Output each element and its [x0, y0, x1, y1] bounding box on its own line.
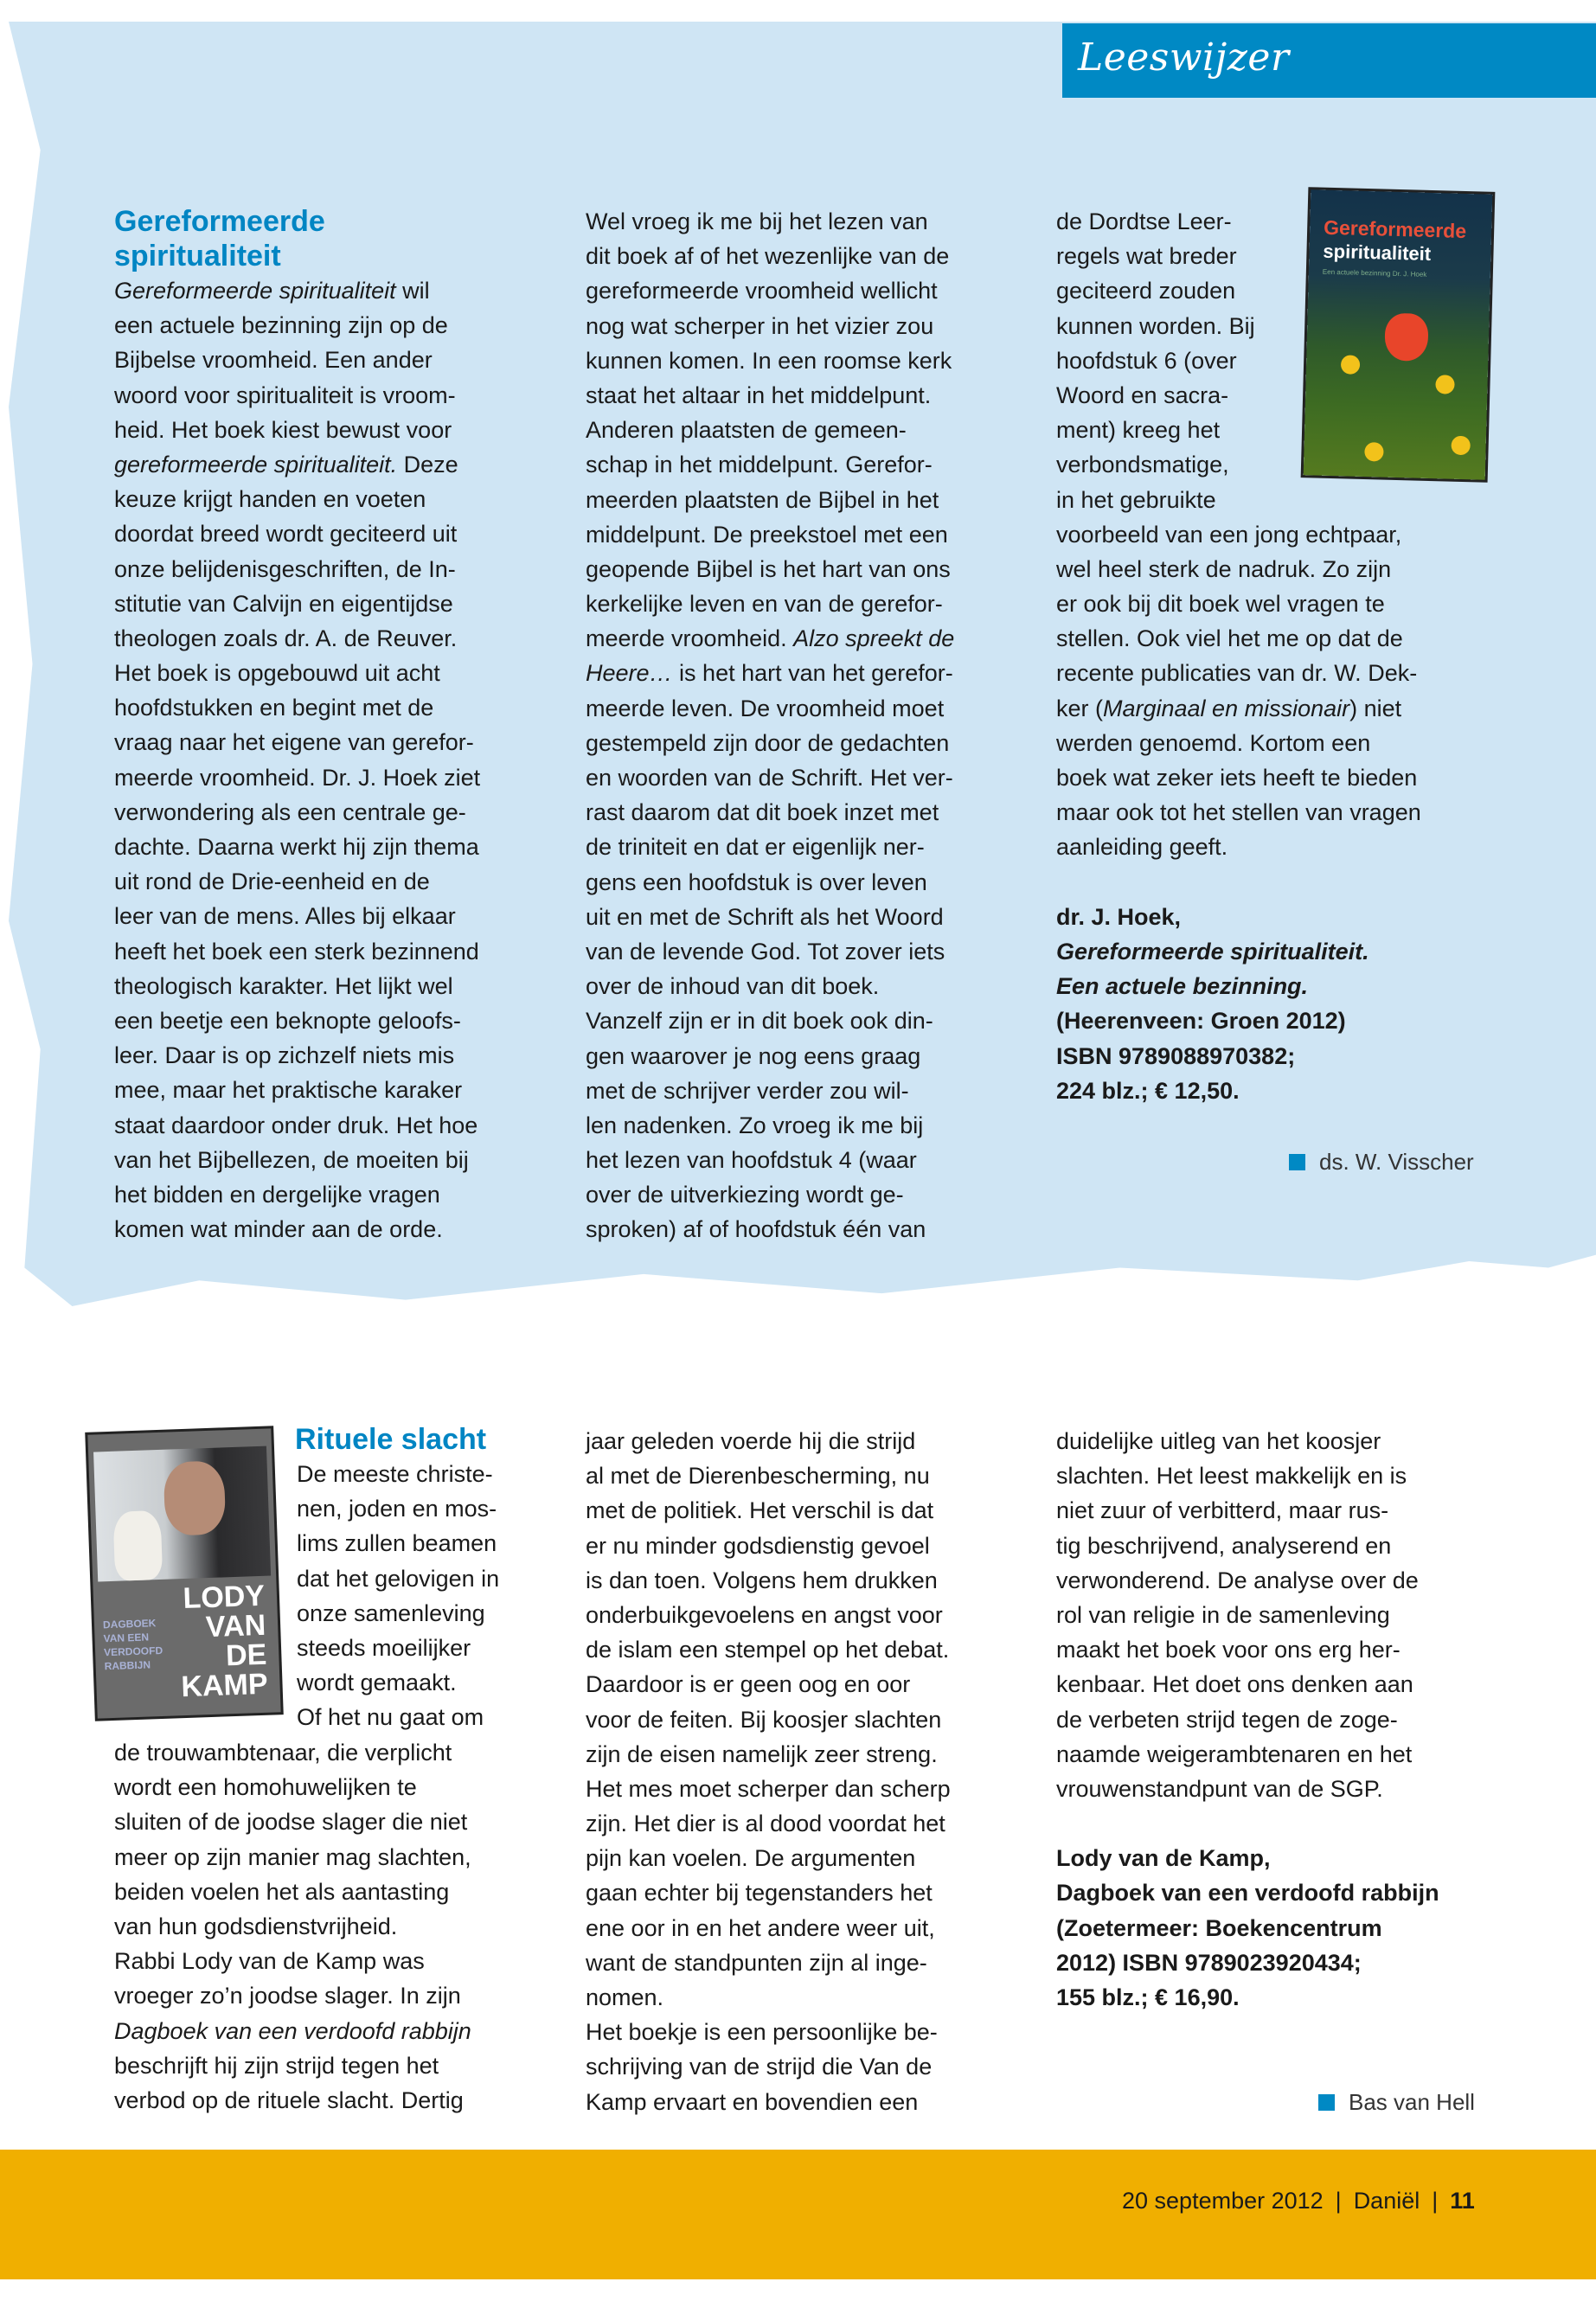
text-line: doordat breed wordt geciteerd uit [114, 521, 458, 548]
text-line: Het mes moet scherper dan scherp [586, 1775, 951, 1802]
text-segment: ) niet [1349, 695, 1402, 721]
text-segment: (Zoetermeer: Boekencentrum [1056, 1914, 1382, 1941]
text-line [1056, 1911, 1439, 1945]
review2-column-3 [1056, 1424, 1439, 2015]
separator: | [1432, 2188, 1439, 2214]
text-line: theologen zoals dr. A. de Reuver. [114, 625, 458, 651]
cover-author-name [177, 1581, 268, 1702]
text-segment: Alzo spreekt de [793, 625, 955, 652]
text-line: een actuele bezinning zijn op de [114, 312, 448, 339]
cover-subtitle: Een actuele bezinning Dr. J. Hoek [1322, 267, 1427, 279]
text-line: theologisch karakter. Het lijkt wel [114, 972, 453, 999]
text-line [1056, 1074, 1421, 1108]
text-line: gens een hoofdstuk is over leven [586, 868, 927, 895]
text-line: meerde leven. De vroomheid moet [586, 695, 945, 721]
text-segment: ISBN 9789088970382; [1056, 1042, 1296, 1069]
text-line: ene oor in en het andere weer uit, [586, 1914, 935, 1941]
text-segment: Lody van de Kamp, [1056, 1845, 1271, 1872]
text-line: leer van de mens. Alles bij elkaar [114, 903, 456, 930]
text-line: rast daarom dat dit boek inzet met [586, 799, 939, 826]
text-line: met de schrijver verder zou wil- [586, 1077, 909, 1104]
text-line: sluiten of de joodse slager die niet [114, 1809, 468, 1836]
text-line: Wel vroeg ik me bij het lezen van [586, 208, 928, 234]
cover-subtitle [103, 1616, 163, 1673]
text-line: want de standpunten zijn al inge- [586, 1949, 927, 1976]
text-line: verwonderend. De analyse over de [1056, 1567, 1419, 1593]
text-line: woord voor spiritualiteit is vroom- [114, 381, 456, 408]
magazine-name: Daniël [1353, 2188, 1420, 2214]
text-line [586, 621, 954, 656]
text-line: onze samenleving [297, 1599, 485, 1626]
text-line: de islam een stempel op het debat. [586, 1637, 950, 1663]
text-line: middelpunt. De preekstoel met een [586, 521, 948, 548]
text-line: niet zuur of verbitterd, maar rus- [1056, 1497, 1389, 1524]
text-line: geopende Bijbel is het hart van ons [586, 555, 951, 582]
text-line: sproken) af of hoofdstuk één van [586, 1216, 926, 1243]
text-line: de Dordtse Leer- [1056, 208, 1232, 234]
text-line: met de politiek. Het verschil is dat [586, 1497, 934, 1524]
text-line: Het boekje is een persoonlijke be- [586, 2019, 938, 2046]
text-line: beschrijft hij zijn strijd tegen het [114, 2052, 439, 2079]
review1-column-2 [586, 204, 954, 1247]
text-line: len nadenken. Zo vroeg ik me bij [586, 1112, 924, 1138]
review2-column-1 [114, 1735, 471, 2118]
text-line: staat het altaar in het middelpunt. [586, 381, 932, 408]
text-line: komen wat minder aan de orde. [114, 1216, 443, 1243]
text-line: gaan echter bij tegenstanders het [586, 1880, 933, 1907]
text-line: steeds moeilijker [297, 1634, 471, 1661]
text-line: heeft het boek een sterk bezinnend [114, 938, 479, 965]
text-line: kerkelijke leven en van de gerefor- [586, 591, 943, 618]
text-segment: Een actuele bezinning. [1056, 973, 1309, 1000]
review2-heading: Rituele slacht [295, 1423, 487, 1456]
issue-date: 20 september 2012 [1122, 2188, 1324, 2214]
text-line: boek wat zeker iets heeft te bieden [1056, 765, 1418, 791]
text-line: nomen. [586, 1984, 664, 2010]
text-segment: meerde vroomheid. [586, 625, 794, 652]
text-segment: Marginaal en missionair [1103, 695, 1350, 721]
text-line: jaar geleden voerde hij die strijd [586, 1428, 916, 1454]
text-line: wordt gemaakt. [297, 1670, 457, 1696]
cover-title: Gereformeerde [1323, 215, 1467, 243]
text-segment: (Heerenveen: Groen 2012) [1056, 1008, 1346, 1035]
cover-text: VAN [205, 1608, 266, 1644]
text-line: gestempeld zijn door de gedachten [586, 729, 950, 756]
text-line: regels wat breder [1056, 243, 1237, 270]
text-segment: Dagboek van een verdoofd rabbijn [114, 2017, 471, 2044]
text-line: slachten. Het leest makkelijk en is [1056, 1463, 1407, 1490]
text-line: stellen. Ook viel het me op dat de [1056, 625, 1403, 652]
text-segment: Dagboek van een verdoofd rabbijn [1056, 1880, 1439, 1907]
text-line: nen, joden en mos- [297, 1496, 497, 1522]
text-line [1056, 691, 1421, 726]
text-segment: dr. J. Hoek, [1056, 903, 1182, 930]
review2-heading-block [295, 1422, 486, 1457]
portrait-image [163, 1460, 227, 1535]
text-line [1056, 1945, 1439, 1980]
text-line: in het gebruikte [1056, 486, 1216, 513]
lamb-image [112, 1510, 163, 1581]
text-segment: 155 blz.; € 16,90. [1056, 1984, 1240, 2010]
text-line: uit rond de Drie-eenheid en de [114, 868, 430, 895]
text-line: maar ook tot het stellen van vragen [1056, 799, 1421, 826]
text-line: is dan toen. Volgens hem drukken [586, 1567, 938, 1593]
text-segment: 2012) ISBN 9789023920434; [1056, 1949, 1362, 1976]
text-line: gen waarover je nog eens graag [586, 1042, 921, 1069]
text-line: van de levende God. Tot zover iets [586, 938, 945, 965]
text-line: stitutie van Calvijn en eigentijdse [114, 590, 453, 617]
text-line: kenbaar. Het doet ons denken aan [1056, 1671, 1413, 1698]
text-line: onze belijdenisgeschriften, de In- [114, 555, 456, 582]
text-line [114, 2014, 471, 2048]
review2-author [1318, 2089, 1475, 2116]
text-line [1056, 900, 1421, 934]
text-line [1056, 865, 1421, 900]
review2-column-2 [586, 1424, 951, 2119]
text-segment: Gereformeerde spiritualiteit. [1056, 938, 1369, 965]
text-line: keuze krijgt handen en voeten [114, 486, 426, 513]
text-line: verwondering als een centrale ge- [114, 798, 466, 825]
text-line [1056, 1841, 1439, 1875]
text-line [114, 447, 480, 482]
text-line: een beetje een beknopte geloofs- [114, 1007, 461, 1034]
square-bullet-icon [1318, 2094, 1335, 2111]
text-line: meerde vroomheid. Dr. J. Hoek ziet [114, 764, 481, 791]
daffodil-image [1341, 355, 1361, 375]
text-line: voor de feiten. Bij koosjer slachten [586, 1706, 942, 1733]
section-header [1062, 23, 1596, 98]
cover-text: LODY [182, 1579, 266, 1616]
text-line: tig beschrijvend, analyserend en [1056, 1532, 1392, 1559]
text-line: de verbeten strijd tegen de zoge- [1056, 1706, 1398, 1733]
text-line: de triniteit en dat er eigenlijk ner- [586, 834, 925, 861]
square-bullet-icon [1289, 1154, 1305, 1170]
text-line: De meeste christe- [297, 1461, 493, 1487]
text-line [114, 273, 480, 308]
text-line: Vanzelf zijn er in dit boek ook din- [586, 1008, 933, 1035]
tulip-image [1384, 313, 1428, 362]
text-line: Het boek is opgebouwd uit acht [114, 660, 440, 687]
text-line: meerden plaatsten de Bijbel in het [586, 486, 939, 513]
text-line: maakt het boek voor ons erg her- [1056, 1637, 1401, 1663]
text-line: kunnen komen. In een roomse kerk [586, 347, 952, 374]
text-line: vrouwenstandpunt van de SGP. [1056, 1775, 1383, 1802]
cover-text: DE [225, 1638, 267, 1673]
text-line: pijn kan voelen. De argumenten [586, 1845, 916, 1872]
text-line: verbod op de rituele slacht. Dertig [114, 2086, 464, 2113]
text-line: Woord en sacra- [1056, 381, 1229, 408]
cover-text: VERDOOFD [103, 1644, 163, 1659]
text-line: dat het gelovigen in [297, 1565, 500, 1592]
text-line: de trouwambtenaar, die verplicht [114, 1740, 452, 1766]
text-line: er ook bij dit boek wel vragen te [1056, 591, 1385, 618]
text-line: wordt een homohuwelijken te [114, 1774, 417, 1801]
text-line: voorbeeld van een jong echtpaar, [1056, 521, 1402, 548]
text-line: van hun godsdienstvrijheid. [114, 1913, 398, 1939]
text-segment: ker ( [1056, 695, 1103, 721]
text-segment: Heere… [586, 660, 673, 687]
text-line [586, 656, 954, 690]
cover-photo [93, 1446, 271, 1582]
daffodil-image [1364, 442, 1384, 462]
text-line: zijn. Het dier is al dood voordat het [586, 1811, 945, 1837]
cover-text: KAMP [180, 1667, 269, 1704]
book-cover-dagboek-verdoofd-rabbijn [87, 1428, 280, 1718]
separator: | [1335, 2188, 1342, 2214]
text-line: Anderen plaatsten de gemeen- [586, 417, 907, 444]
text-segment: wil [395, 278, 430, 304]
text-line: verbondsmatige, [1056, 452, 1229, 478]
footer-text [1122, 2188, 1475, 2214]
text-line [1056, 1039, 1421, 1074]
text-line: Kamp ervaart en bovendien een [586, 2088, 919, 2115]
text-line: het lezen van hoofdstuk 4 (waar [586, 1147, 917, 1174]
text-segment: Gereformeerde spiritualiteit [114, 278, 396, 304]
text-line: er nu minder godsdienstig gevoel [586, 1532, 930, 1559]
text-line [1056, 1980, 1439, 2015]
text-line: het bidden en dergelijke vragen [114, 1181, 440, 1208]
text-line: onderbuikgevoelens en angst voor [586, 1601, 943, 1628]
cover-title: spiritualiteit [1323, 240, 1432, 265]
text-line: beiden voelen het als aantasting [114, 1878, 450, 1905]
review1-author [1289, 1149, 1474, 1176]
text-line [1056, 1875, 1439, 1910]
review1-heading [114, 204, 325, 273]
cover-text: RABBIJN [104, 1658, 151, 1673]
text-line: hoofdstuk 6 (over [1056, 347, 1237, 374]
text-line: rol van religie in de samenleving [1056, 1601, 1390, 1628]
text-line: vraag naar het eigene van gerefor- [114, 729, 474, 756]
text-line: mee, maar het praktische karaker [114, 1077, 463, 1104]
text-line: lims zullen beamen [297, 1530, 497, 1557]
page-number: 11 [1450, 2188, 1475, 2214]
text-line: hoofdstukken en begint met de [114, 695, 434, 721]
cover-text: DAGBOEK [102, 1617, 157, 1631]
text-line [1056, 1003, 1421, 1038]
text-segment: 224 blz.; € 12,50. [1056, 1077, 1240, 1104]
section-title: Leeswijzer [1078, 35, 1290, 80]
text-line: over de inhoud van dit boek. [586, 973, 880, 1000]
review1-heading-line: spiritualiteit [114, 240, 281, 273]
cover-text: VAN EEN [103, 1631, 150, 1645]
text-segment: Deze [397, 451, 458, 478]
text-line: en woorden van de Schrift. Het ver- [586, 765, 953, 791]
author-name: Bas van Hell [1349, 2089, 1475, 2115]
text-line: recente publicaties van dr. W. Dek- [1056, 660, 1418, 687]
text-line: dit boek af of het wezenlijke van de [586, 243, 950, 270]
text-line: meer op zijn manier mag slachten, [114, 1843, 471, 1870]
book-cover-gereformeerde-spiritualiteit [1304, 189, 1493, 479]
text-line: wel heel sterk de nadruk. Zo zijn [1056, 555, 1392, 582]
text-line: dachte. Daarna werkt hij zijn thema [114, 834, 479, 860]
text-line: Bijbelse vroomheid. Een ander [114, 347, 433, 374]
text-line: naamde weigerambtenaren en het [1056, 1740, 1413, 1767]
text-line: staat daardoor onder druk. Het hoe [114, 1112, 478, 1138]
text-line [1056, 1806, 1439, 1841]
text-line: geciteerd zouden [1056, 278, 1236, 304]
page-footer [0, 2150, 1596, 2279]
review2-column-1-indented [297, 1457, 499, 1735]
text-line: Daardoor is er geen oog en oor [586, 1671, 911, 1698]
text-segment: is het hart van het gerefor- [672, 660, 953, 687]
text-line [1056, 934, 1421, 969]
text-line: Rabbi Lody van de Kamp was [114, 1948, 425, 1975]
text-line: vroeger zo’n joodse slager. In zijn [114, 1983, 461, 2009]
text-line: duidelijke uitleg van het koosjer [1056, 1428, 1381, 1454]
author-name: ds. W. Visscher [1319, 1149, 1474, 1175]
text-line: van het Bijbellezen, de moeiten bij [114, 1146, 469, 1173]
text-line: heid. Het boek kiest bewust voor [114, 416, 452, 443]
text-line: nog wat scherper in het vizier zou [586, 312, 934, 339]
text-line [1056, 969, 1421, 1003]
text-line: zijn de eisen namelijk zeer streng. [586, 1740, 938, 1767]
text-line: gereformeerde vroomheid wellicht [586, 278, 938, 304]
text-line: ment) kreeg het [1056, 417, 1221, 444]
text-line: leer. Daar is op zichzelf niets mis [114, 1042, 455, 1069]
text-line: schap in het middelpunt. Gerefor- [586, 452, 933, 478]
text-line: Of het nu gaat om [297, 1704, 484, 1731]
text-line: aanleiding geeft. [1056, 834, 1228, 861]
daffodil-image [1451, 436, 1471, 456]
text-line: over de uitverkiezing wordt ge- [586, 1182, 904, 1208]
review1-column-1 [114, 273, 480, 1247]
text-line: kunnen worden. Bij [1056, 312, 1255, 339]
text-line: werden genoemd. Kortom een [1056, 729, 1371, 756]
text-segment: gereformeerde spiritualiteit. [114, 451, 398, 478]
text-line: al met de Dierenbescherming, nu [586, 1463, 930, 1490]
review1-heading-line: Gereformeerde [114, 205, 325, 238]
text-line: uit en met de Schrift als het Woord [586, 903, 944, 930]
text-line: schrijving van de strijd die Van de [586, 2054, 933, 2080]
daffodil-image [1435, 375, 1455, 394]
